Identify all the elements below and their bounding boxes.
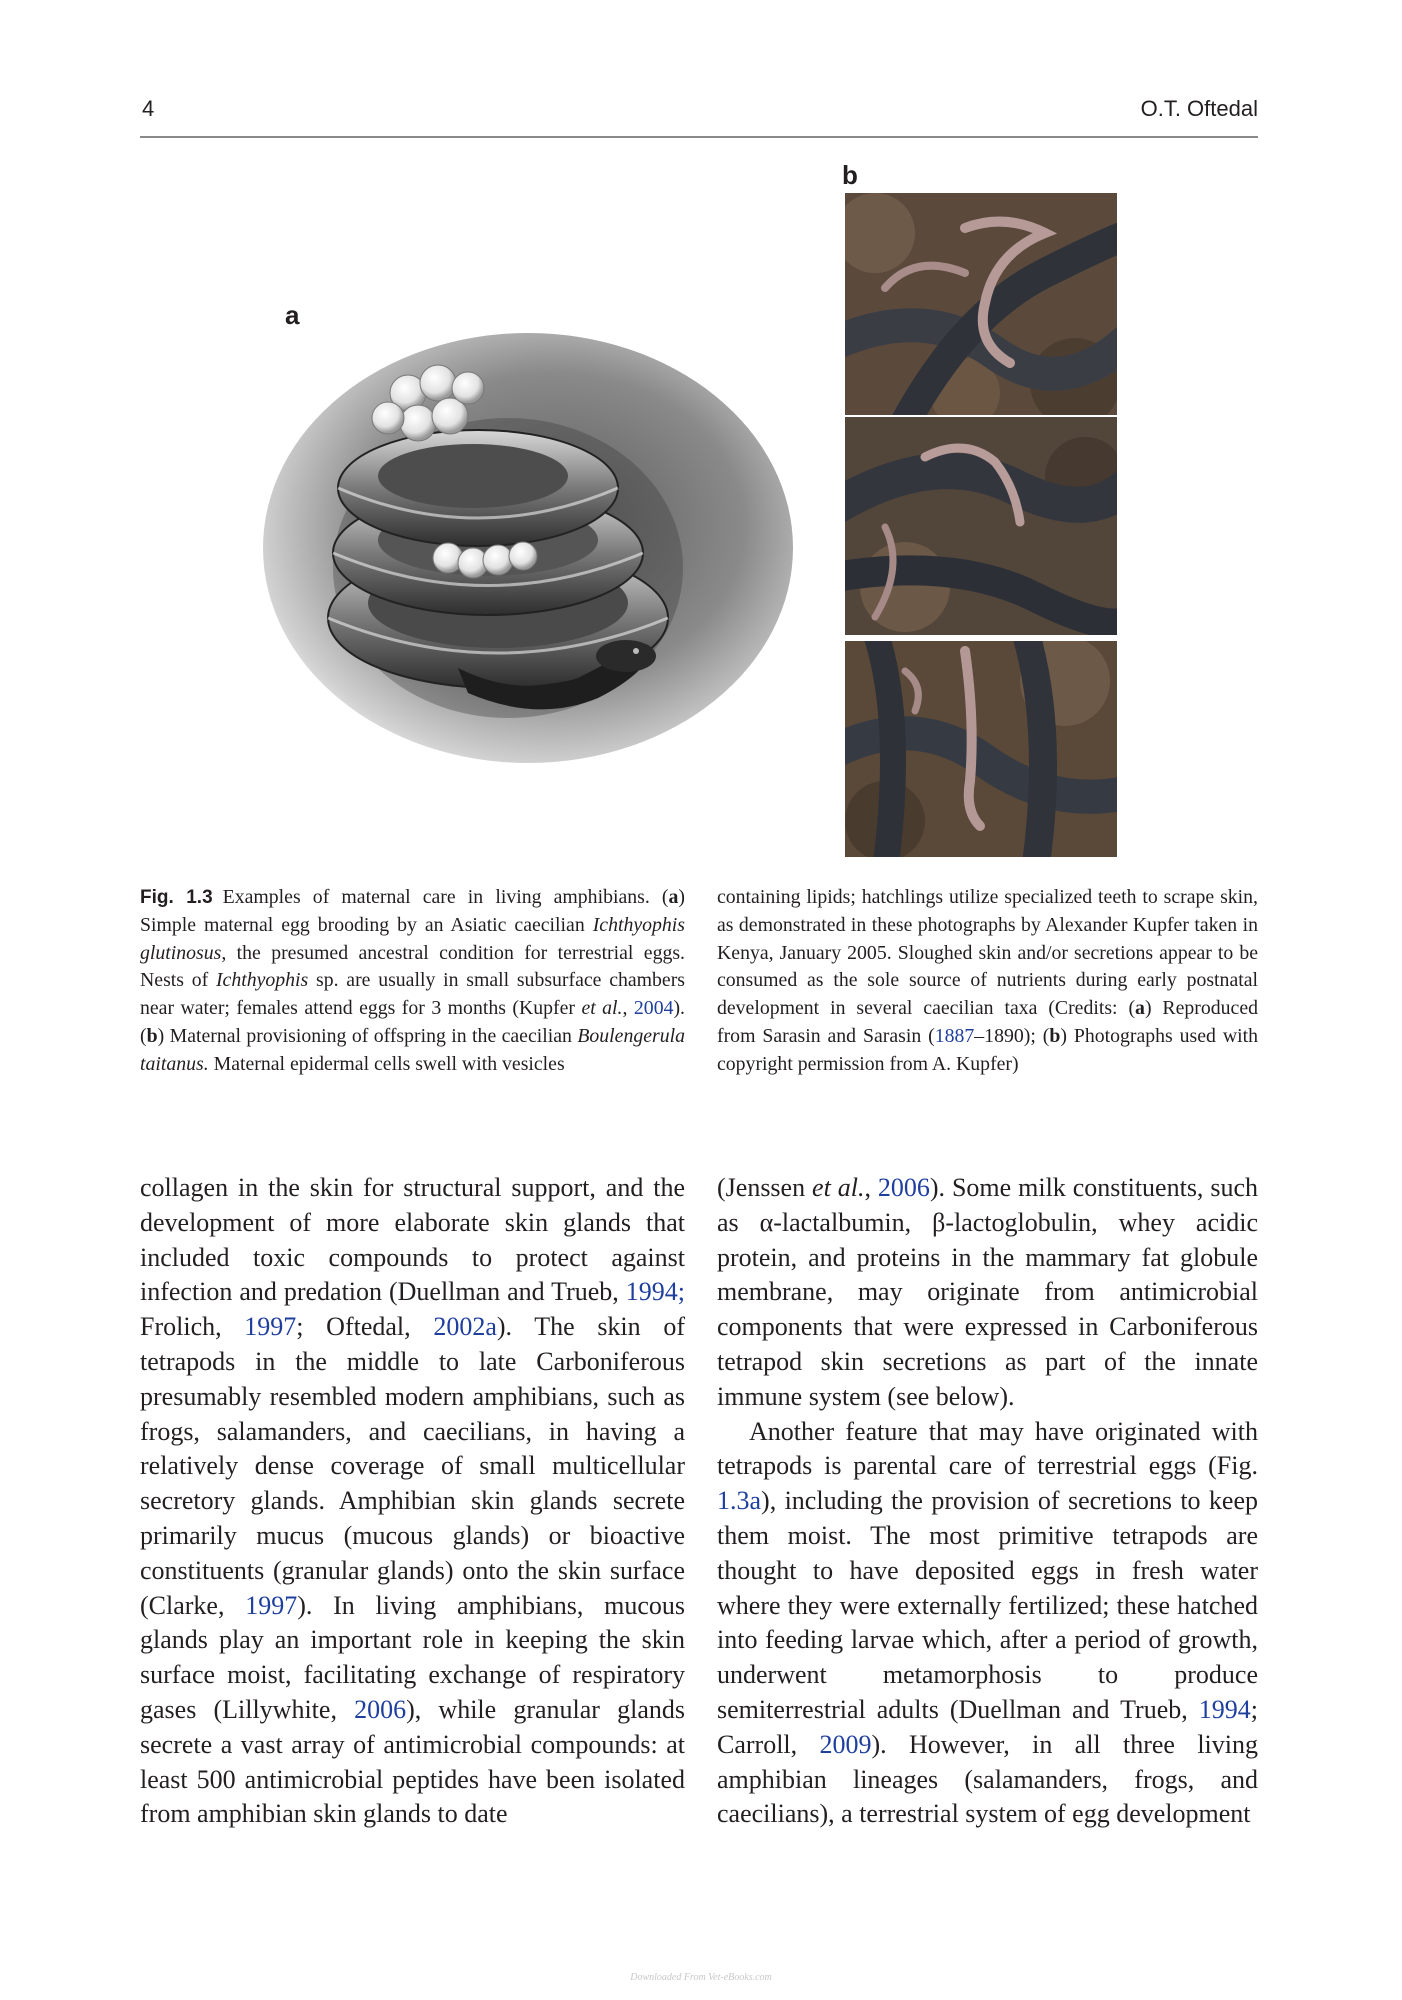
citation-link[interactable]: 1887 <box>934 1024 975 1047</box>
figure-caption-left <box>140 884 685 1079</box>
body-text: , <box>864 1173 878 1202</box>
figure-link[interactable]: 1.3a <box>717 1486 762 1516</box>
body-paragraph <box>717 1415 1258 1833</box>
citation-link[interactable]: 2002a <box>433 1312 497 1342</box>
body-text: (Jenssen <box>717 1173 813 1202</box>
body-text: ), including the provision of secretions to keep them moist. The most primitive tetrapods are thought to have deposited eggs in fresh water where they were externally fertilized; these hatched into feeding larvae which, after a period of growth, underwent metamorphosis to produce semiterrestrial adults (Duellman and Trueb, <box>717 1486 1258 1724</box>
panel-b-label: b <box>842 160 858 190</box>
page-number: 4 <box>142 96 155 121</box>
caption-text: ) Reproduced from Sarasin and Sarasin ( <box>717 997 1259 1047</box>
caption-panel-ref: a <box>668 886 679 908</box>
body-etal: et al. <box>812 1173 865 1202</box>
citation-link[interactable]: 2004 <box>633 997 674 1020</box>
body-text: ). Some milk constituents, such as α-lactalbumin, β-lactoglobulin, whey acidic protein, and proteins in the mammary fat globule membrane, may originate from antimicrobial components that were expressed in Carboniferous tetrapod skin secretions as part of the innate immune system (see below). <box>717 1173 1259 1411</box>
body-text: ), while granular glands secrete a vast array of antimicrobial compounds: at least 500 antimicrobial peptides have been isolated from amphibian skin glands to date <box>140 1694 685 1829</box>
figure-b-photo-1 <box>845 193 1117 415</box>
body-text: ). However, in all three living amphibian lineages (salamanders, frogs, and caecilians), a terrestrial system of egg development <box>717 1729 1258 1829</box>
figure-caption-right <box>717 884 1258 1079</box>
caption-text: ) Simple maternal egg brooding by an Asiatic caecilian <box>140 886 685 936</box>
caption-text: ) Photographs used with copyright permission from A. Kupfer) <box>717 1024 1258 1075</box>
panel-a-label: a <box>285 300 300 330</box>
caption-etal: et al. <box>581 997 623 1020</box>
body-text: Frolich, <box>140 1312 245 1342</box>
caption-text: , <box>622 997 634 1020</box>
caption-text: –1890); ( <box>974 1024 1050 1047</box>
caption-text: containing lipids; hatchlings utilize specialized teeth to scrape skin, as demonstrated in these photographs by Alexander Kupfer taken in Kenya, January 2005. Sloughed skin and/or secretions appear to be consumed as the sole source of nutrients during early postnatal development in several caecilian taxa (Credits: ( <box>717 886 1258 1020</box>
running-head <box>140 96 1258 138</box>
body-paragraph <box>717 1171 1258 1415</box>
body-text: ). The skin of tetrapods in the middle to late Carboniferous presumably resembled modern amphibians, such as frogs, salamanders, and caecilians, in having a relatively dense coverage of small multicellular secretory glands. Amphibian skin glands secrete primarily mucus (mucous glands) or bioactive constituents (granular glands) onto the skin surface (Clarke, <box>140 1312 685 1620</box>
citation-link[interactable]: 1994; <box>625 1277 685 1307</box>
figure-a-illustration <box>258 318 798 808</box>
caption-text: sp. are usually in small subsurface chambers near water; females attend eggs for 3 months (Kupfer <box>140 969 685 1020</box>
body-text: ). In living amphibians, mucous glands play an important role in keeping the skin surface moist, facilitating exchange of respiratory gases (Lillywhite, <box>140 1590 685 1724</box>
citation-link[interactable]: 2009 <box>819 1729 872 1759</box>
caption-text: ( <box>661 886 669 908</box>
citation-link[interactable]: 1997 <box>244 1312 297 1342</box>
figure-number: Fig. 1.3 <box>140 887 213 908</box>
citation-link[interactable]: 1994 <box>1198 1694 1251 1724</box>
caption-species: Ichthyophis <box>215 969 309 992</box>
caption-panel-ref: b <box>1049 1024 1061 1047</box>
body-column-right <box>717 1171 1258 1832</box>
caption-text: , the presumed ancestral condition for terrestrial eggs. Nests of <box>140 941 685 992</box>
caption-panel-ref: a <box>1135 997 1145 1020</box>
citation-link[interactable]: 1997 <box>245 1590 298 1620</box>
body-text: ; Carroll, <box>717 1694 1258 1759</box>
running-head-author: O.T. Oftedal <box>1140 96 1258 121</box>
caption-species: Ichthyophis glutinosus <box>140 913 685 964</box>
watermark: Downloaded From Vet-eBooks.com <box>630 1972 772 1983</box>
caption-text: ) Maternal provisioning of offspring in the caecilian <box>157 1024 578 1047</box>
body-paragraph <box>140 1171 685 1832</box>
citation-link[interactable]: 2006 <box>877 1173 930 1202</box>
citation-link[interactable]: 2006 <box>354 1694 407 1724</box>
caption-panel-ref: b <box>146 1024 158 1047</box>
caption-text: ). ( <box>140 997 686 1047</box>
body-text: collagen in the skin for structural support, and the development of more elaborate skin glands that included toxic compounds to protect against infection and predation (Duellman and Trueb, <box>140 1173 685 1307</box>
caption-species: Boulengerula taitanus. <box>140 1024 685 1075</box>
figure-b-photo-2 <box>845 417 1117 635</box>
body-column-left <box>140 1171 685 1832</box>
body-text: Another feature that may have originated with tetrapods is parental care of terrestrial eggs (Fig. <box>717 1416 1258 1481</box>
caption-text: Maternal epidermal cells swell with vesicles <box>208 1052 565 1075</box>
body-text: ; Oftedal, <box>296 1312 434 1342</box>
figure-b-photo-3 <box>845 641 1117 857</box>
caption-text: Examples of maternal care in living amphibians. <box>222 886 650 908</box>
